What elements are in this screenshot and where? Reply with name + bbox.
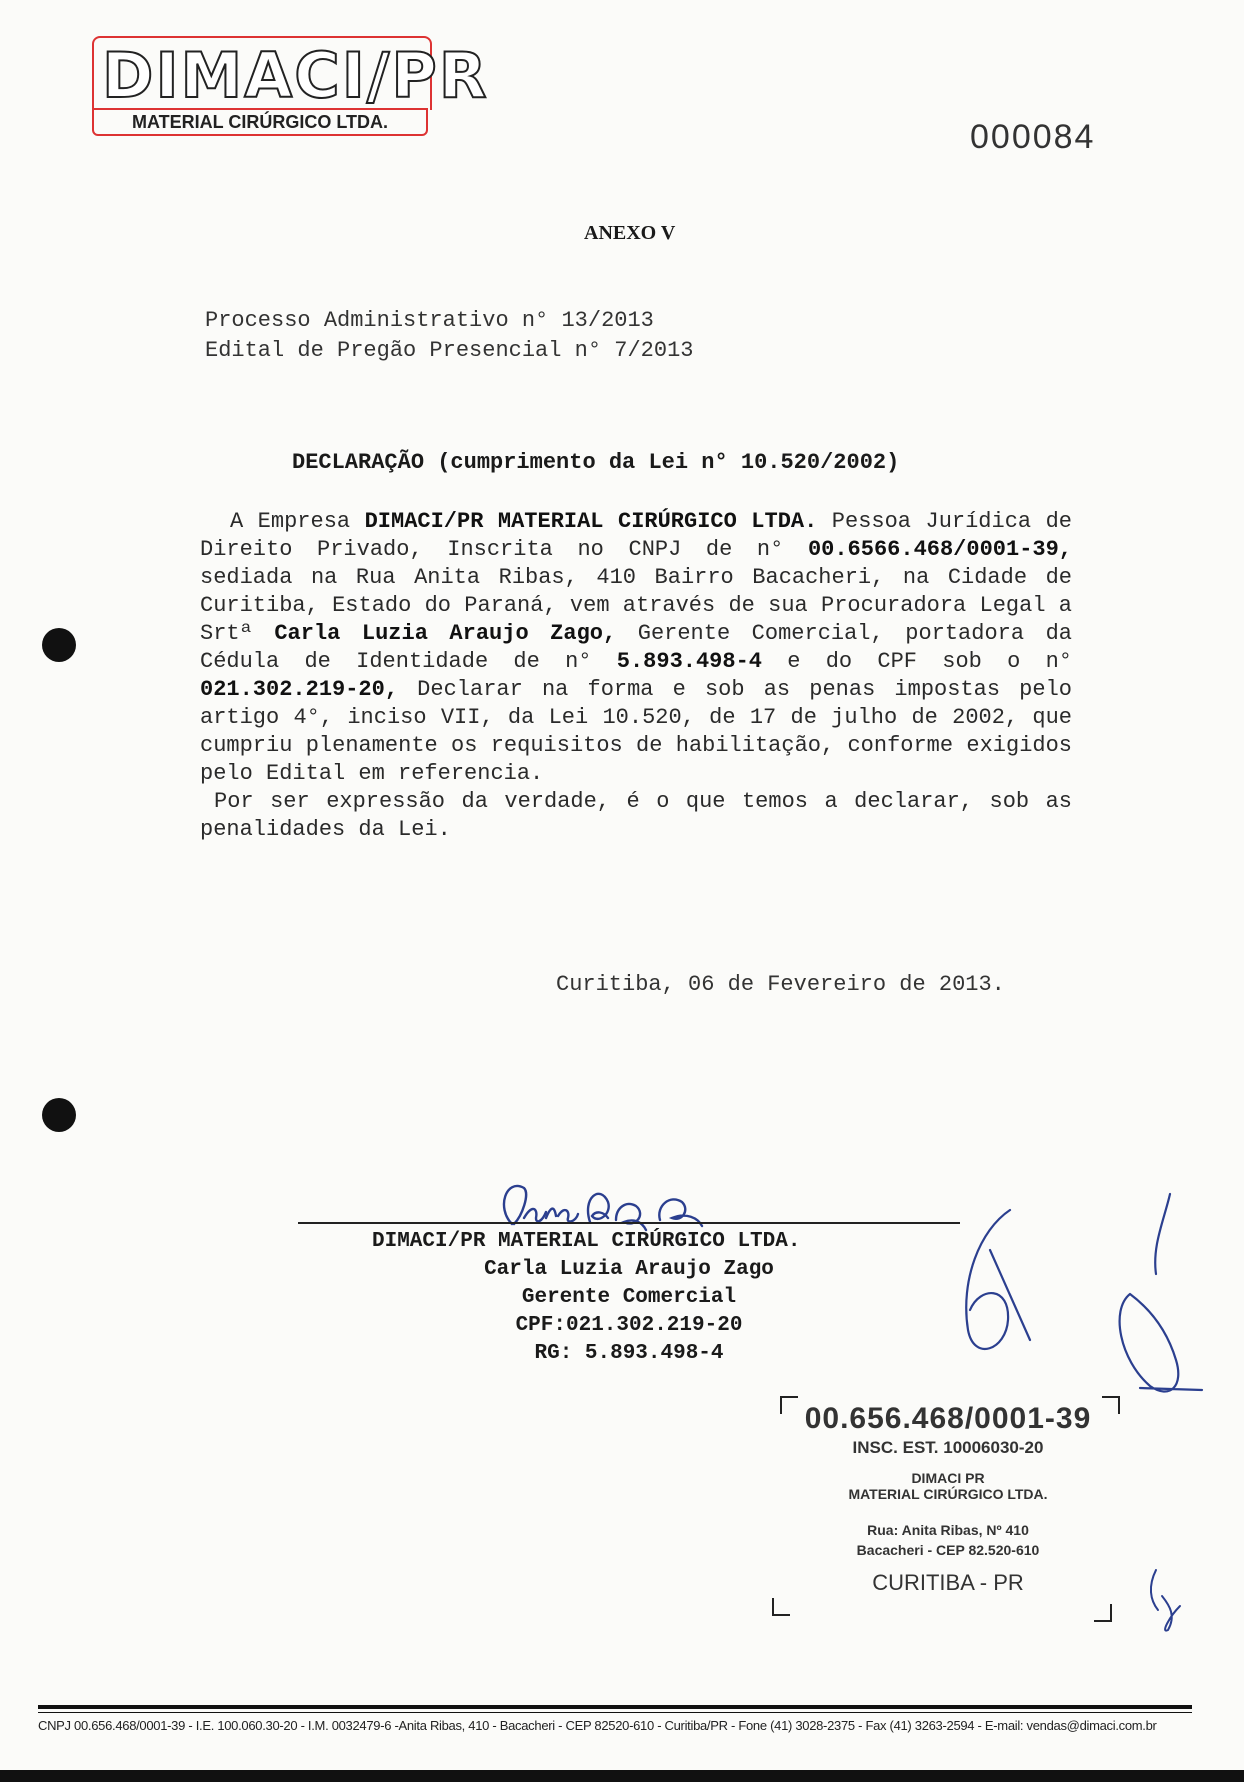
stamp-address-line: Rua: Anita Ribas, Nº 410 — [867, 1522, 1029, 1538]
company-name: DIMACI/PR MATERIAL CIRÚRGICO LTDA. — [364, 509, 818, 534]
date-line: Curitiba, 06 de Fevereiro de 2013. — [556, 972, 1005, 997]
signature-block — [298, 1228, 960, 1368]
company-stamp — [778, 1396, 1118, 1626]
logo-subtitle: MATERIAL CIRÚRGICO LTDA. — [92, 108, 428, 136]
punch-hole — [42, 1098, 76, 1132]
footer-rule — [38, 1712, 1192, 1713]
representative-name: Carla Luzia Araujo Zago, — [274, 621, 617, 646]
declaration-paragraph-2: Por ser expressão da verdade, é o que temos a declarar, sob as penalidades da Lei. — [200, 789, 1072, 842]
stamp-name-line: MATERIAL CIRÚRGICO LTDA. — [848, 1486, 1048, 1502]
stamp-corner — [780, 1396, 798, 1414]
stamp-cnpj: 00.656.468/0001-39 — [804, 1402, 1092, 1435]
company-logo — [92, 36, 489, 136]
annex-title: ANEXO V — [584, 222, 676, 244]
stamp-address-line: Bacacheri - CEP 82.520-610 — [856, 1542, 1040, 1558]
rg-number: 5.893.498-4 — [616, 649, 762, 674]
punch-hole — [42, 628, 76, 662]
stamp-city: CURITIBA - PR — [872, 1570, 1024, 1595]
signature-line — [298, 1222, 960, 1224]
page-number: 000084 — [970, 118, 1096, 156]
body-text-segment: sediada na Rua Anita Ribas, 410 Bairro Bacacheri, na Cidade de Curitiba, Estado do Paraná, vem através de sua Procuradora Legal a Srtª — [200, 565, 1072, 646]
logo-text: DIMACI/PR — [102, 39, 489, 112]
initials-mark — [950, 1190, 1050, 1370]
stamp-corner — [772, 1598, 790, 1616]
body-text-segment: Gerente Comercial, portadora da Cédula de Identidade de n° — [200, 621, 1072, 674]
initials-mark — [1140, 1566, 1190, 1636]
body-text-segment: e do CPF sob o n° — [762, 649, 1072, 674]
signature-rg: RG: 5.893.498-4 — [534, 1342, 724, 1365]
stamp-name-line: DIMACI PR — [911, 1470, 985, 1486]
declaration-title: DECLARAÇÃO (cumprimento da Lei n° 10.520/2002) — [292, 450, 900, 475]
signature-name: Carla Luzia Araujo Zago — [484, 1258, 774, 1281]
stamp-address — [778, 1520, 1118, 1560]
cnpj-number: 00.6566.468/0001-39, — [807, 537, 1072, 562]
stamp-name — [778, 1470, 1118, 1502]
footer-contact: CNPJ 00.656.468/0001-39 - I.E. 100.060.30-20 - I.M. 0032479-6 -Anita Ribas, 410 - Bacacheri - CEP 82520-610 - Curitiba/PR - Fone (41) 3028-2375 - Fax (41) 3263-2594 - E-mail: vendas@dimaci.com.br — [38, 1718, 1157, 1733]
initials-mark — [1090, 1190, 1210, 1410]
process-line: Processo Administrativo n° 13/2013 — [205, 308, 654, 333]
cpf-number: 021.302.219-20, — [200, 677, 399, 702]
signature-company: DIMACI/PR MATERIAL CIRÚRGICO LTDA. — [372, 1230, 801, 1253]
edital-line: Edital de Pregão Presencial n° 7/2013 — [205, 338, 694, 363]
footer-rule — [38, 1705, 1192, 1709]
process-info — [205, 306, 693, 366]
logo-frame — [92, 36, 489, 112]
stamp-corner — [1094, 1604, 1112, 1622]
declaration-body — [200, 508, 1072, 844]
stamp-corner — [1102, 1396, 1120, 1414]
signature-cpf: CPF:021.302.219-20 — [515, 1314, 743, 1337]
body-text-segment: Declarar na forma e sob as penas impostas pelo artigo 4°, inciso VII, da Lei 10.520, de 17 de julho de 2002, que cumpriu plenamente os requisitos de habilitação, conforme exigidos pelo Edital em referencia. — [200, 677, 1072, 786]
body-text-segment: Pessoa Jurídica de Direito Privado, Inscrita no CNPJ de n° — [200, 509, 1072, 562]
stamp-insc: INSC. EST. 10006030-20 — [852, 1438, 1044, 1457]
declaration-paragraph-1 — [200, 508, 1072, 788]
body-text-segment: A Empresa — [230, 509, 365, 534]
scan-edge — [0, 1770, 1244, 1782]
signature-role: Gerente Comercial — [521, 1286, 737, 1309]
